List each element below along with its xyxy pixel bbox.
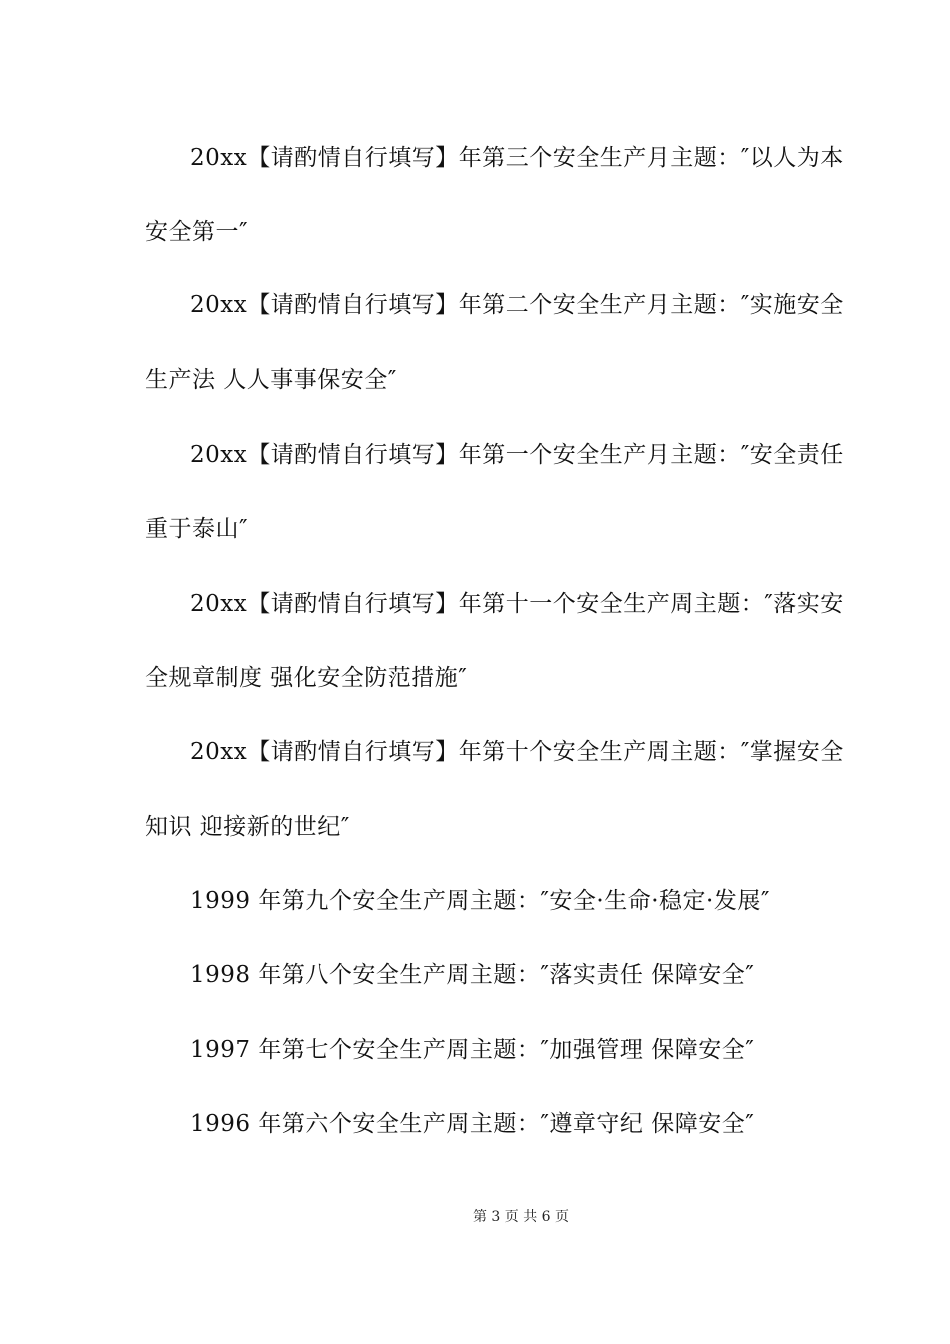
paragraph-1-line-1: 20xx【请酌情自行填写】年第三个安全生产月主题：″以人为本 — [190, 145, 844, 171]
page-number-footer: 第 3 页 共 6 页 — [472, 1209, 570, 1225]
paragraph-4-line-2: 全规章制度 强化安全防范措施″ — [145, 665, 468, 691]
paragraph-6-line-1: 1999 年第九个安全生产周主题：″安全·生命·稳定·发展″ — [190, 888, 770, 914]
paragraph-9-line-1: 1996 年第六个安全生产周主题：″遵章守纪 保障安全″ — [190, 1111, 755, 1137]
paragraph-8-line-1: 1997 年第七个安全生产周主题：″加强管理 保障安全″ — [190, 1037, 755, 1063]
paragraph-2-line-2: 生产法 人人事事保安全″ — [145, 367, 397, 393]
paragraph-3-line-2: 重于泰山″ — [145, 516, 249, 542]
paragraph-1-line-2: 安全第一″ — [145, 219, 249, 245]
paragraph-3-line-1: 20xx【请酌情自行填写】年第一个安全生产月主题：″安全责任 — [190, 442, 844, 468]
paragraph-5-line-2: 知识 迎接新的世纪″ — [145, 814, 350, 840]
paragraph-5-line-1: 20xx【请酌情自行填写】年第十个安全生产周主题：″掌握安全 — [190, 739, 844, 765]
paragraph-4-line-1: 20xx【请酌情自行填写】年第十一个安全生产周主题：″落实安 — [190, 591, 844, 617]
paragraph-7-line-1: 1998 年第八个安全生产周主题：″落实责任 保障安全″ — [190, 962, 755, 988]
paragraph-2-line-1: 20xx【请酌情自行填写】年第二个安全生产月主题：″实施安全 — [190, 292, 844, 318]
